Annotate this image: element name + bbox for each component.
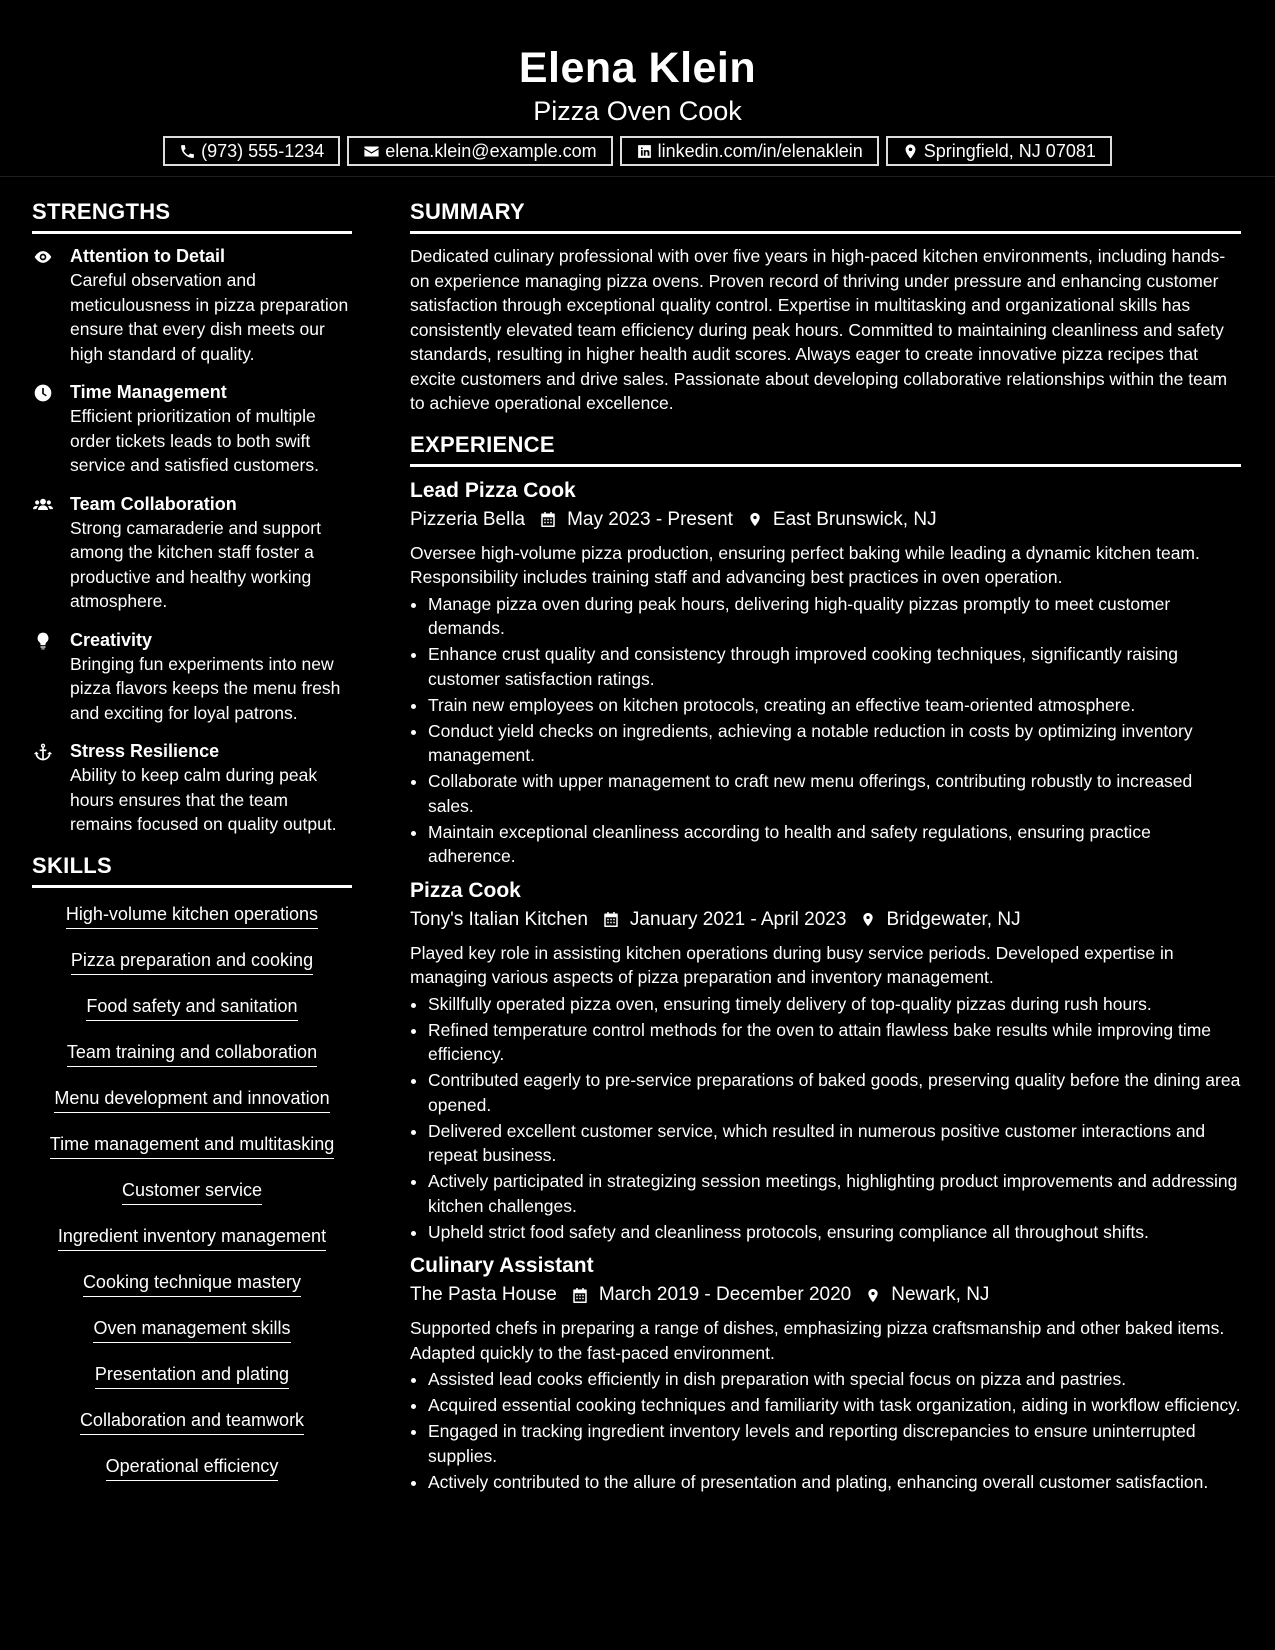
experience-heading: EXPERIENCE — [410, 430, 1241, 467]
job-entry — [410, 877, 1241, 1245]
bullet-item: • Upheld strict food safety and cleanliness protocols, ensuring compliance all throughout shifts. — [428, 1220, 1241, 1245]
skill-tag: Oven management skills — [93, 1316, 290, 1343]
skill-tag: Time management and multitasking — [50, 1132, 334, 1159]
calendar-icon — [602, 910, 620, 929]
contact-email[interactable] — [347, 136, 612, 166]
resume-body — [0, 177, 1275, 1502]
job-meta — [410, 1280, 1241, 1310]
summary-text: Dedicated culinary professional with over five years in high-paced kitchen environments, including hands-on experience managing pizza ovens. Proven record of thriving under pressure and enhancing customer satisfaction through exceptional quality control. Expertise in multitasking and organizational skills has consistently elevated team efficiency during peak hours. Committed to maintaining cleanliness and safety standards, resulting in higher health audit scores. Always eager to create innovative pizza recipes that excite customers and drive sales. Passionate about developing collaborative relationships within the team to achieve operational excellence. — [410, 246, 1228, 413]
bullet-item: • Conduct yield checks on ingredients, achieving a notable reduction in costs by optimizing inventory management. — [428, 719, 1241, 768]
lightbulb-icon — [32, 631, 54, 651]
job-description: Oversee high-volume pizza production, ensuring perfect baking while leading a dynamic kitchen team. Responsibility includes training staff and advancing best practices in oven operation. — [410, 542, 1200, 587]
bullet-item: • Train new employees on kitchen protocols, creating an effective team-oriented atmosphere. — [428, 693, 1241, 718]
skill-tag: Customer service — [122, 1178, 262, 1205]
strength-item — [32, 492, 352, 614]
bullet-item: • Contributed eagerly to pre-service preparations of baked goods, preserving quality before the dining area opened. — [428, 1068, 1241, 1117]
contact-linkedin-text: linkedin.com/in/elenaklein — [657, 140, 863, 161]
skills-list — [32, 898, 352, 1496]
job-bullets — [410, 592, 1241, 869]
skills-heading: SKILLS — [32, 851, 352, 888]
strength-item — [32, 628, 352, 726]
job-entry — [410, 1252, 1241, 1494]
anchor-icon — [32, 742, 54, 762]
strength-desc: Strong camaraderie and support among the kitchen staff foster a productive and healthy working atmosphere. — [70, 517, 321, 611]
skill-tag: Operational efficiency — [106, 1454, 279, 1481]
job-meta — [410, 505, 1241, 535]
job-company: Pizzeria Bella — [410, 508, 526, 530]
job-location: Newark, NJ — [891, 1284, 990, 1305]
contact-email-text: elena.klein@example.com — [385, 140, 597, 161]
eye-icon — [32, 247, 54, 267]
right-column — [410, 197, 1241, 1502]
clock-icon — [32, 383, 54, 403]
bullet-item: • Actively participated in strategizing session meetings, highlighting product improvements and addressing kitchen challenges. — [428, 1169, 1241, 1218]
bullet-item: • Refined temperature control methods for the oven to attain flawless bake results while improving time efficiency. — [428, 1018, 1241, 1067]
strength-desc: Careful observation and meticulousness in pizza preparation ensure that every dish meets our high standard of quality. — [70, 270, 349, 364]
skill-tag: Pizza preparation and cooking — [71, 948, 313, 975]
job-role: Pizza Cook — [410, 878, 521, 902]
bullet-item: • Actively contributed to the allure of presentation and plating, enhancing overall customer satisfaction. — [428, 1470, 1241, 1495]
job-description: Supported chefs in preparing a range of dishes, emphasizing pizza craftsmanship and other baked items. Adapted quickly to the fast-paced environment. — [410, 1318, 1225, 1363]
strength-title: Attention to Detail — [70, 246, 225, 266]
strength-desc: Bringing fun experiments into new pizza flavors keeps the menu fresh and exciting for loyal patrons. — [70, 653, 341, 723]
strength-item — [32, 380, 352, 478]
strength-title: Creativity — [70, 629, 153, 650]
job-title: Pizza Oven Cook — [533, 96, 742, 126]
strength-title: Time Management — [70, 382, 227, 402]
contact-phone-text: (973) 555-1234 — [201, 140, 325, 161]
left-column — [32, 197, 352, 1502]
contact-linkedin[interactable] — [620, 136, 879, 166]
skill-tag: Menu development and innovation — [54, 1086, 329, 1113]
job-company: The Pasta House — [410, 1284, 557, 1305]
bullet-item: • Enhance crust quality and consistency through improved cooking techniques, significantly raising customer satisfaction ratings. — [428, 642, 1241, 691]
users-icon — [32, 495, 54, 515]
skill-tag: Presentation and plating — [95, 1362, 289, 1389]
job-location: Bridgewater, NJ — [886, 908, 1021, 930]
strength-item — [32, 244, 352, 366]
contact-location-text: Springfield, NJ 07081 — [923, 140, 1096, 161]
bullet-item: • Maintain exceptional cleanliness according to health and safety regulations, ensuring practice adherence. — [428, 820, 1241, 869]
location-pin-icon — [865, 1286, 881, 1305]
bullet-item: • Assisted lead cooks efficiently in dish preparation with special focus on pizza and pastries. — [428, 1367, 1241, 1392]
contact-bar — [0, 136, 1275, 166]
strength-title: Stress Resilience — [70, 741, 220, 761]
bullet-item: • Skillfully operated pizza oven, ensuring timely delivery of top-quality pizzas during rush hours. — [428, 992, 1241, 1017]
strengths-heading: STRENGTHS — [32, 197, 352, 234]
job-meta — [410, 905, 1241, 935]
skill-tag: Ingredient inventory management — [58, 1224, 326, 1251]
job-description: Played key role in assisting kitchen operations during busy service periods. Developed expertise in managing various aspects of pizza preparation and inventory management. — [410, 942, 1174, 987]
job-bullets — [410, 1367, 1241, 1494]
skill-tag: Team training and collaboration — [67, 1040, 317, 1067]
contact-location — [886, 136, 1112, 166]
bullet-item: • Delivered excellent customer service, which resulted in numerous positive customer interactions and repeat business. — [428, 1119, 1241, 1168]
strength-item — [32, 739, 352, 837]
summary-heading: SUMMARY — [410, 197, 1241, 234]
linkedin-icon — [636, 143, 653, 160]
job-company: Tony's Italian Kitchen — [410, 908, 588, 930]
calendar-icon — [539, 510, 557, 529]
job-dates: January 2021 - April 2023 — [629, 908, 847, 930]
job-dates: March 2019 - December 2020 — [598, 1284, 852, 1305]
location-pin-icon — [902, 143, 919, 160]
bullet-item: • Acquired essential cooking techniques and familiarity with task organization, aiding in workflow efficiency. — [428, 1393, 1241, 1418]
strength-title: Team Collaboration — [70, 493, 237, 514]
envelope-icon — [363, 143, 380, 160]
skill-tag: Cooking technique mastery — [83, 1270, 301, 1297]
resume-header — [0, 0, 1275, 177]
job-location: East Brunswick, NJ — [772, 508, 937, 530]
skill-tag: Collaboration and teamwork — [80, 1408, 304, 1435]
bullet-item: • Manage pizza oven during peak hours, delivering high-quality pizzas promptly to meet customer demands. — [428, 592, 1241, 641]
contact-phone[interactable] — [163, 136, 340, 166]
candidate-name: Elena Klein — [518, 44, 757, 92]
bullet-item: • Engaged in tracking ingredient inventory levels and reporting discrepancies to ensure uninterrupted supplies. — [428, 1419, 1241, 1468]
phone-icon — [179, 143, 196, 160]
strength-desc: Ability to keep calm during peak hours ensures that the team remains focused on quality output. — [70, 765, 337, 834]
job-entry — [410, 477, 1241, 869]
job-bullets — [410, 992, 1241, 1245]
calendar-icon — [571, 1286, 589, 1305]
skill-tag: Food safety and sanitation — [86, 994, 297, 1021]
location-pin-icon — [747, 510, 763, 529]
strength-desc: Efficient prioritization of multiple order tickets leads to both swift service and satisfied customers. — [70, 406, 319, 475]
job-role: Culinary Assistant — [410, 1254, 594, 1277]
bullet-item: • Collaborate with upper management to craft new menu offerings, contributing robustly to increased sales. — [428, 769, 1241, 818]
job-dates: May 2023 - Present — [567, 508, 733, 530]
location-pin-icon — [860, 910, 876, 929]
job-role: Lead Pizza Cook — [410, 478, 576, 502]
skill-tag: High-volume kitchen operations — [66, 902, 318, 929]
